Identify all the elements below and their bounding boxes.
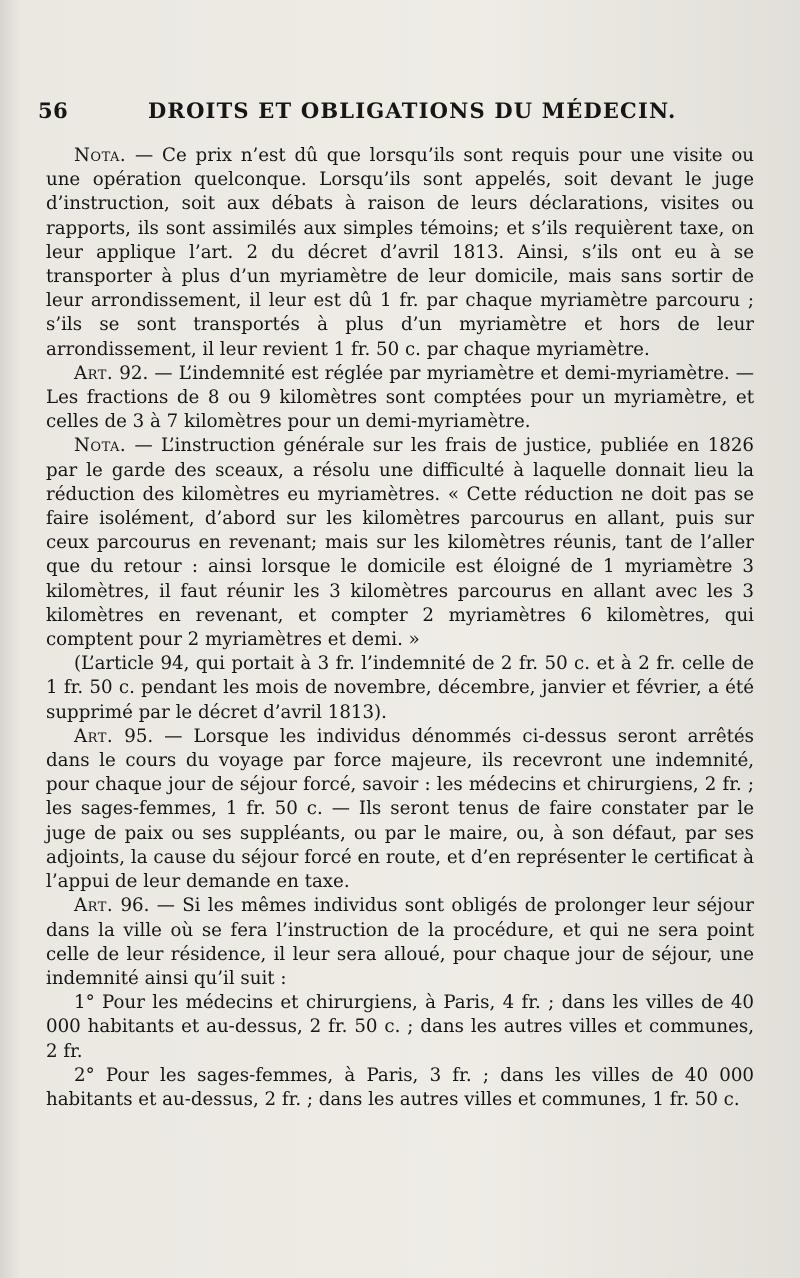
- paragraph-text: 95. — Lorsque les individus dénommés ci-dessus seront arrêtés dans le cours du voyage par force majeure, ils recevront une indemnité, pour chaque jour de séjour forcé, savoir : les médecins et chirurgiens, 2 fr. ; les sages-femmes, 1 fr. 50 c. — Ils seront tenus de faire constater par le juge de paix ou ses suppléants, ou par le maire, ou, à son défaut, par ses adjoints, la cause du séjour forcé en route, et d’en représenter le certificat à l’appui de leur demande en taxe.: [46, 725, 754, 893]
- article-92-paragraph: [46, 362, 754, 435]
- article-96-paragraph: [46, 894, 754, 991]
- paragraph-label: Art.: [74, 362, 114, 384]
- running-title: DROITS ET OBLIGATIONS DU MÉDECIN.: [148, 98, 677, 123]
- paragraph-text: (L’article 94, qui portait à 3 fr. l’indemnité de 2 fr. 50 c. et à 2 fr. celle de 1 fr. 50 c. pendant les mois de novembre, décembre, janvier et février, a été supprimé par le décret d’avril 1813).: [46, 653, 754, 723]
- paragraph-text: 2° Pour les sages-femmes, à Paris, 3 fr. ; dans les villes de 40 000 habitants et au-dessus, 2 fr. ; dans les autres villes et communes, 1 fr. 50 c.: [46, 1064, 754, 1110]
- nota-paragraph: [46, 144, 754, 362]
- paragraph-text: — L’instruction générale sur les frais de justice, publiée en 1826 par le garde des sceaux, a résolu une difficulté à laquelle donnait lieu la réduction des kilomètres eu myriamètres. « Cette réduction ne doit pas se faire isolément, d’abord sur les kilomètres parcourus en allant, puis sur ceux parcourus en revenant; mais sur les kilomètres réunis, tant de l’aller que du retour : ainsi lorsque le domicile est éloigné de 1 myriamètre 3 kilomètres, il faut réunir les 3 kilomètres parcourus en allant avec les 3 kilomètres en revenant, et compter 2 myriamètres 6 kilomètres, qui comptent pour 2 myriamètres et demi. »: [46, 435, 754, 651]
- article-94-note-paragraph: [46, 652, 754, 725]
- page-number: 56: [38, 98, 69, 123]
- article-95-paragraph: [46, 725, 754, 894]
- paragraph-text: 96. — Si les mêmes individus sont obligés de prolonger leur séjour dans la ville où se fera l’instruction de la procédure, et qui ne sera point celle de leur résidence, il leur sera alloué, pour chaque jour de séjour, une indemnité ainsi qu’il suit :: [46, 895, 754, 989]
- list-item-2: [46, 1064, 754, 1112]
- paragraph-label: Art.: [74, 725, 114, 747]
- paragraph-text: 92. — L’indemnité est réglée par myriamètre et demi-myriamètre. — Les fractions de 8 ou 9 kilomètres sont comptées pour un myriamètre, et celles de 3 à 7 kilomètres pour un demi-myriamètre.: [46, 362, 754, 433]
- paragraph-label: Nota.: [74, 435, 127, 457]
- page-header: [38, 98, 758, 132]
- paragraph-text: 1° Pour les médecins et chirurgiens, à Paris, 4 fr. ; dans les villes de 40 000 habitants et au-dessus, 2 fr. 50 c. ; dans les autres villes et communes, 2 fr.: [46, 992, 754, 1062]
- list-item-1: [46, 991, 754, 1064]
- body-text: [46, 144, 754, 1112]
- nota-paragraph: [46, 434, 754, 652]
- paragraph-text: — Ce prix n’est dû que lorsqu’ils sont requis pour une visite ou une opération quelconque. Lorsqu’ils sont appelés, soit devant le juge d’instruction, soit aux débats à raison de leurs déclarations, visites ou rapports, ils sont assimilés aux simples témoins; et s’ils requièrent taxe, on leur applique l’art. 2 du décret d’avril 1813. Ainsi, s’ils ont eu à se transporter à plus d’un myriamètre de leur domicile, mais sans sortir de leur arrondissement, il leur est dû 1 fr. par chaque myriamètre parcouru ; s’ils se sont transportés à plus d’un myriamètre et hors de leur arrondissement, il leur revient 1 fr. 50 c. par chaque myriamètre.: [46, 145, 754, 360]
- paragraph-label: Nota.: [74, 145, 127, 166]
- paragraph-label: Art.: [74, 895, 114, 917]
